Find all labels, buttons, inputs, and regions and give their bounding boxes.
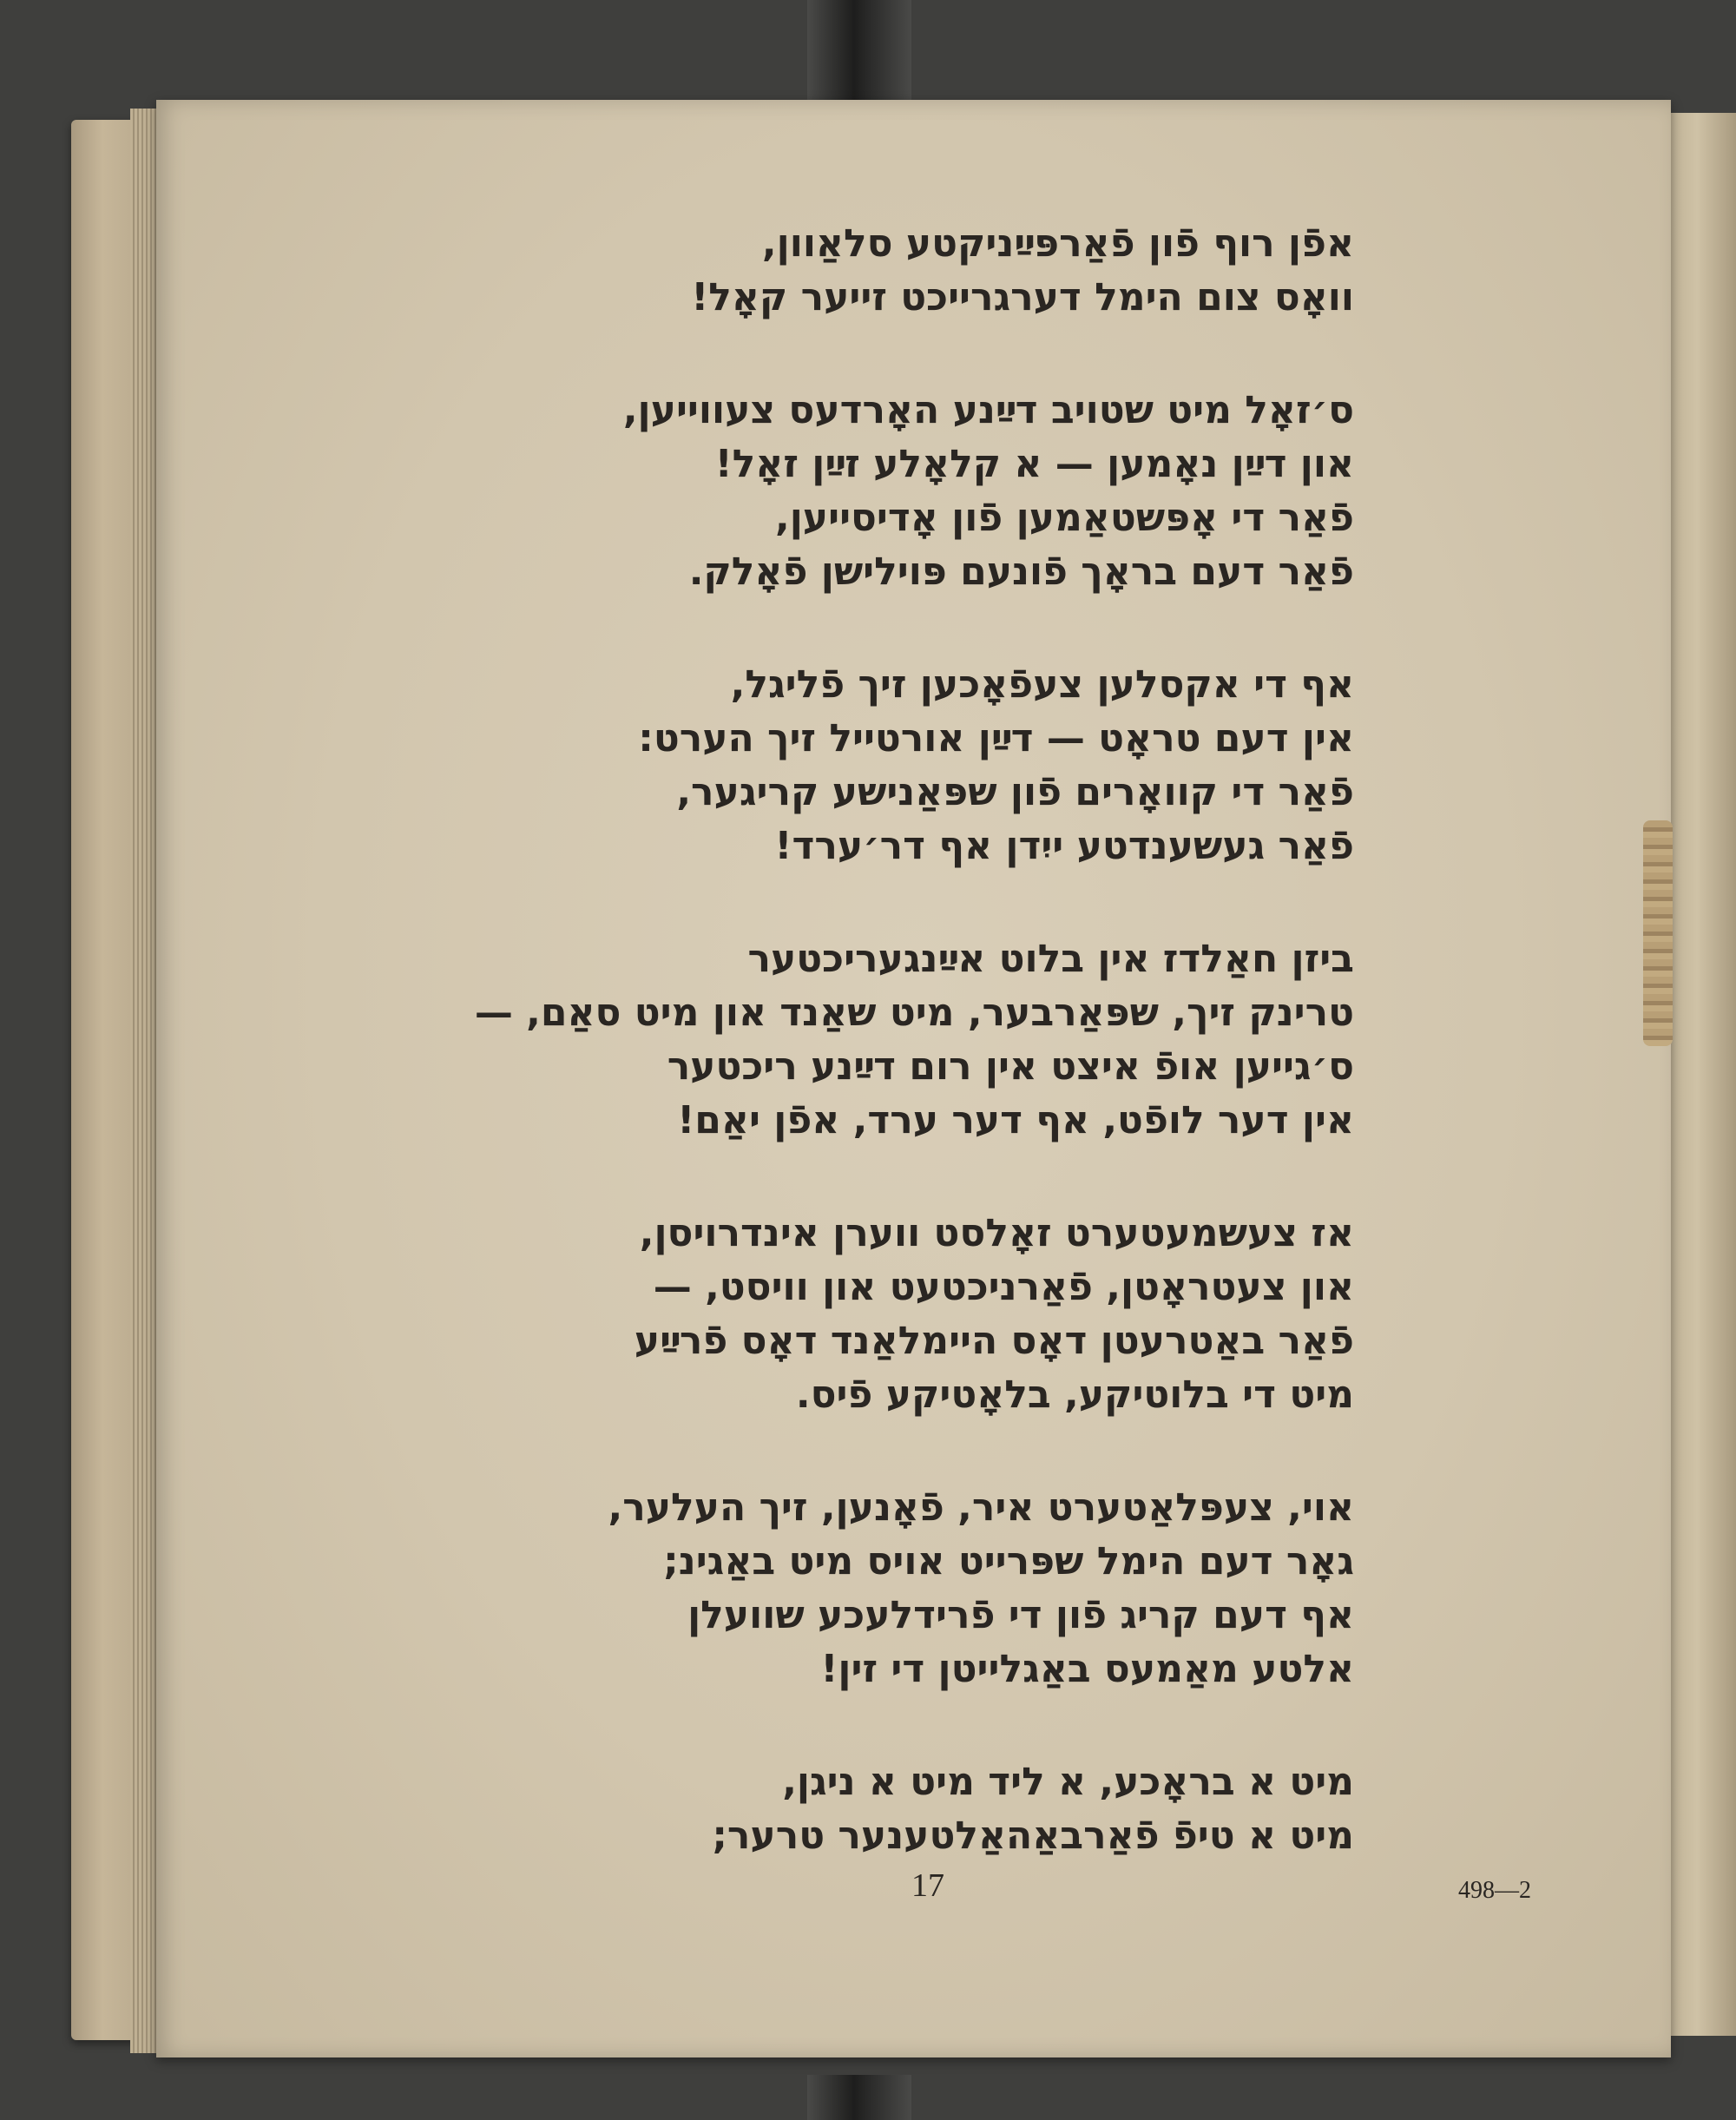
stanza (451, 1755, 1354, 1863)
poem-line: אף די אקסלען צעפֿאָכען זיך פֿליגל, (730, 662, 1354, 707)
poem-text (451, 217, 1354, 1922)
poem-line: און דײַן נאָמען — א קלאָלע זײַן זאָל! (714, 442, 1354, 486)
poem-line: גאָר דעם הימל שפּרייט אויס מיט באַגינ; (663, 1539, 1354, 1583)
poem-line: טרינק זיך, שפּאַרבער, מיט שאַנד און מיט סאַם, — (474, 991, 1354, 1035)
poem-line: אוי, צעפּלאַטערט איר, פֿאָנען, זיך העלער, (608, 1485, 1354, 1530)
stanza (451, 217, 1354, 325)
poem-line: פֿאַר די אָפּשטאַמען פֿון אָדיסייען, (774, 496, 1354, 540)
torn-binding (1643, 820, 1673, 1046)
poem-line: מיט די בלוטיקע, בלאָטיקע פֿיס. (795, 1373, 1354, 1417)
poem-line: מיט א בראָכע, א ליד מיט א ניגן, (782, 1760, 1354, 1804)
poem-line: אז צעשמעטערט זאָלסט ווערן אינדרויסן, (639, 1211, 1354, 1255)
poem-line: פֿאַר די קוואָרים פֿון שפּאַנישע קריגער, (676, 770, 1354, 814)
stanza (451, 1481, 1354, 1696)
poem-line: מיט א טיפֿ פֿאַרבאַהאַלטענער טרער; (712, 1814, 1354, 1858)
poem-line: ביזן חאַלדז אין בלוט אײַנגעריכטער (747, 937, 1354, 981)
book-spine-top (807, 0, 911, 113)
poem-line: פֿאַר באַטרעטן דאָס היימלאַנד דאָס פֿרײַע (634, 1319, 1354, 1363)
poem-line: פֿאַר געשענדטע ייִדן אף דר׳ערד! (774, 824, 1354, 868)
poem-line: אלטע מאַמעס באַגלייטן די זין! (820, 1647, 1354, 1691)
poem-line: און צעטראָטן, פֿאַרניכטעט און וויסט, — (653, 1265, 1354, 1309)
stanza (451, 384, 1354, 599)
poem-line: אין דער לופֿט, אף דער ערד, אפֿן יאַם! (677, 1098, 1354, 1142)
signature-mark: 498—2 (1458, 1877, 1531, 1904)
stanza (451, 658, 1354, 873)
stanza (451, 1207, 1354, 1422)
stanza (451, 932, 1354, 1148)
poem-line: אפֿן רוף פֿון פֿאַרפּײַניקטע סלאַוון, (761, 221, 1354, 266)
poem-line: ס׳גייען אופֿ איצט אין רום דײַנע ריכטער (667, 1044, 1354, 1089)
page-number: 17 (911, 1867, 944, 1904)
poem-line: אף דעם קריג פֿון די פֿרידלעכע שוועלן (687, 1593, 1354, 1637)
poem-line: וואָס צום הימל דערגרייכט זייער קאָל! (691, 275, 1354, 319)
poem-line: ס׳זאָל מיט שטויב דײַנע האָרדעס צעווייען, (622, 388, 1354, 432)
book-spine-bottom (807, 2075, 911, 2120)
poem-line: אין דעם טראָט — דײַן אורטייל זיך הערט: (638, 716, 1354, 760)
poem-line: פֿאַר דעם בראָך פֿונעם פּוילישן פֿאָלק. (688, 550, 1354, 594)
